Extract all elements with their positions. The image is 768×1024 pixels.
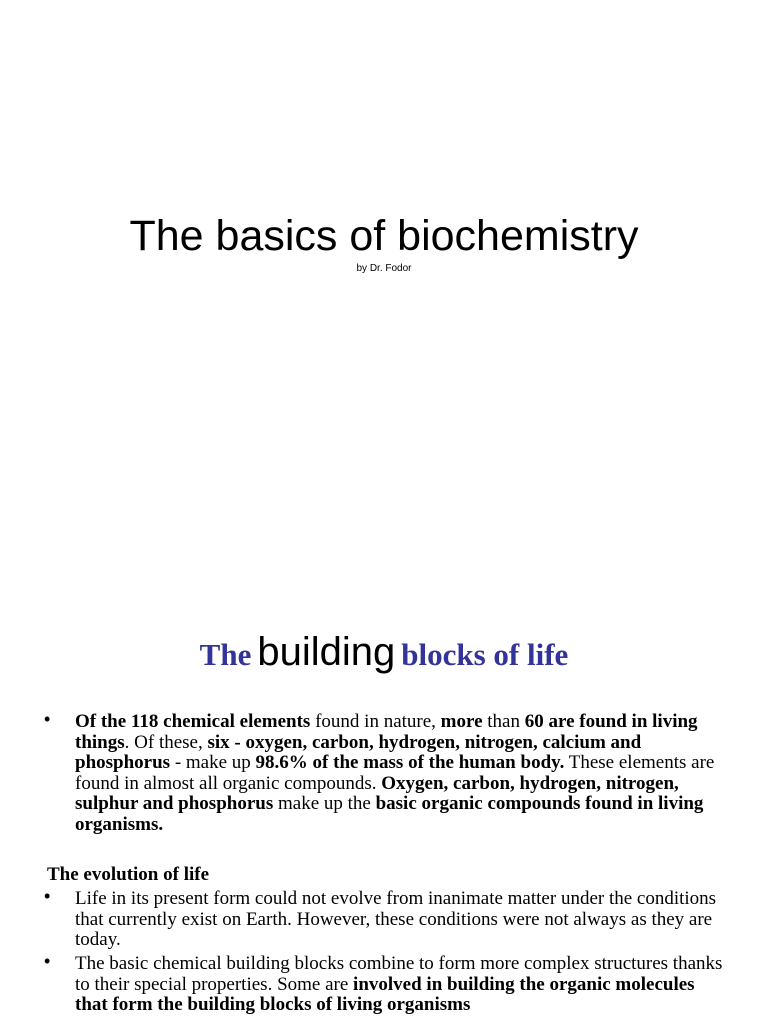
section-heading-part-1: The [199, 637, 252, 672]
bullet-icon: • [44, 709, 51, 729]
section-heading-part-3: blocks of life [401, 637, 569, 672]
subheading-evolution: The evolution of life [47, 864, 210, 885]
text-run: . Of these, [124, 731, 208, 753]
bullet-text-building-blocks [75, 954, 725, 1016]
bullet-icon: • [44, 951, 51, 971]
text-run: Of the 118 chemical elements [75, 711, 311, 732]
slide-title: The basics of biochemistry [129, 212, 639, 260]
text-run: involved in building the organic molecules that form the building blocks of living organisms [75, 973, 695, 1016]
text-run: - make up [170, 752, 256, 774]
text-run: These elements are found in almost all organic compounds. [75, 752, 715, 794]
text-run: six - oxygen, carbon, hydrogen, nitrogen, calcium and phosphorus [75, 731, 642, 774]
text-run: The basic chemical building blocks combine to form more complex structures thanks to their special properties. Some are [75, 953, 723, 995]
text-run: 98.6% of the mass of the human body. [255, 752, 565, 774]
bullet-icon: • [44, 886, 51, 906]
text-run: 60 are found in living things [75, 711, 698, 753]
bullet-text-elements [75, 712, 725, 836]
text-run: found in nature, [310, 711, 441, 732]
text-run: Oxygen, carbon, hydrogen, nitrogen, sulphur and phosphorus [75, 772, 679, 815]
bullet-text-evolution: Life in its present form could not evolve from inanimate matter under the conditions that currently exist on Earth. However, these conditions were not always as they are today. [75, 888, 717, 951]
section-heading-part-2: building [257, 630, 396, 674]
text-run: basic organic compounds found in living organisms. [75, 793, 704, 835]
text-run: than [482, 711, 525, 732]
text-run: more [440, 711, 483, 732]
section-heading [0, 624, 768, 686]
slide-author: by Dr. Fodor [356, 263, 412, 274]
text-run: make up the [273, 793, 376, 815]
